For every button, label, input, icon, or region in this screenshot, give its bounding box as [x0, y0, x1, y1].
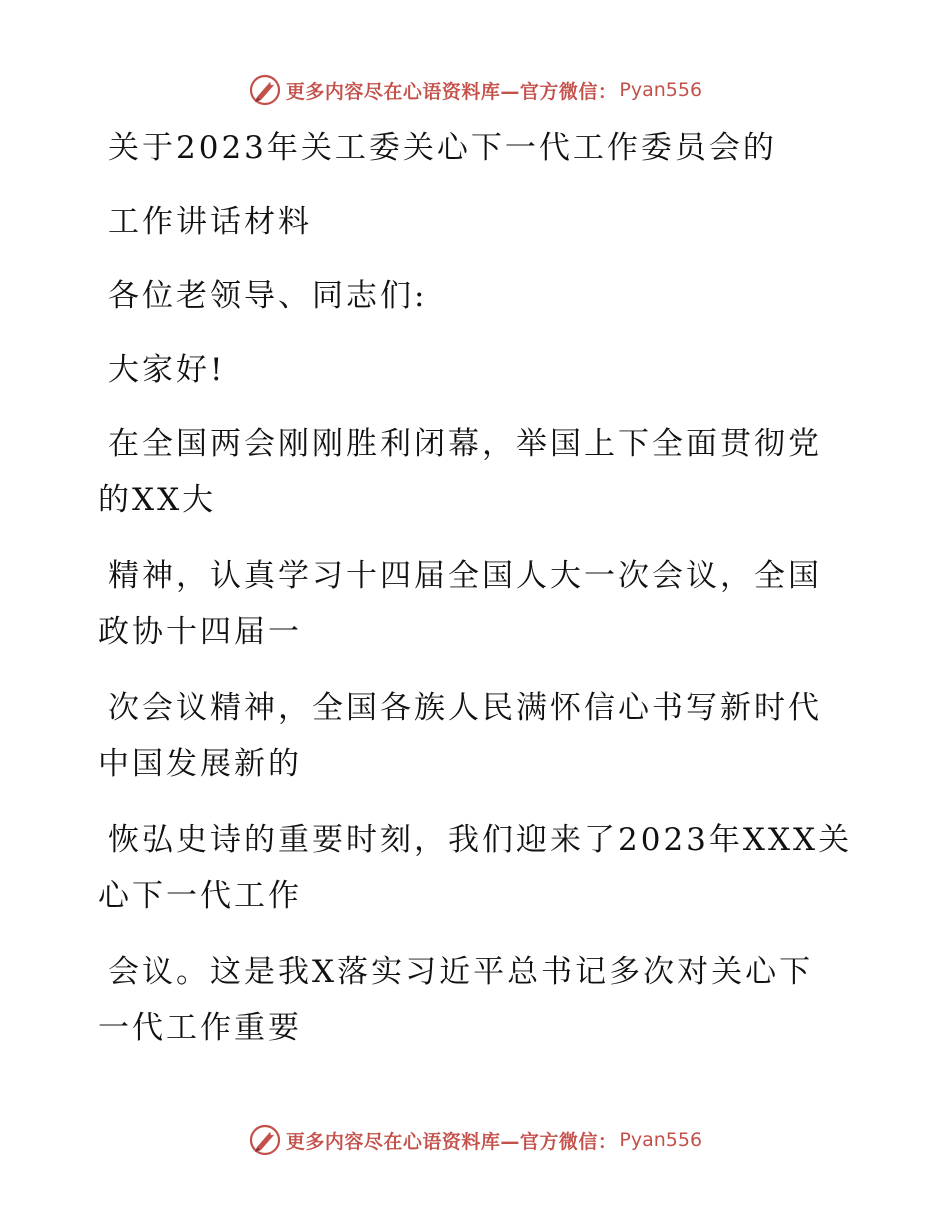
watermark-text: 更多内容尽在心语资料库—官方微信：	[285, 1130, 618, 1153]
paragraph-line: 次会议精神，全国各族人民满怀信心书写新时代	[108, 690, 822, 726]
watermark-wechat-id: Pyan556	[619, 1129, 703, 1151]
paragraph-line: 会议。这是我X落实习近平总书记多次对关心下	[108, 954, 814, 990]
paragraph-line: 政协十四届一	[98, 614, 302, 650]
pen-logo-icon	[248, 1123, 282, 1157]
paragraph-line: 在全国两会刚刚胜利闭幕，举国上下全面贯彻党	[108, 426, 822, 462]
salutation: 各位老领导、同志们:	[108, 278, 428, 314]
greeting: 大家好!	[108, 352, 226, 388]
paragraph-line: 的XX大	[98, 482, 217, 518]
paragraph-line: 心下一代工作	[98, 878, 302, 914]
watermark-text: 更多内容尽在心语资料库—官方微信：	[285, 80, 618, 103]
paragraph-line: 一代工作重要	[98, 1010, 302, 1046]
document-title-line-2: 工作讲话材料	[108, 204, 312, 240]
paragraph-line: 精神，认真学习十四届全国人大一次会议，全国	[108, 558, 822, 594]
paragraph-line: 中国发展新的	[98, 746, 302, 782]
watermark-wechat-id: Pyan556	[619, 79, 703, 101]
paragraph-line: 恢弘史诗的重要时刻，我们迎来了2023年XXX关	[108, 822, 853, 858]
document-title-line-1: 关于2023年关工委关心下一代工作委员会的	[108, 130, 777, 166]
footer-watermark	[0, 1120, 950, 1160]
